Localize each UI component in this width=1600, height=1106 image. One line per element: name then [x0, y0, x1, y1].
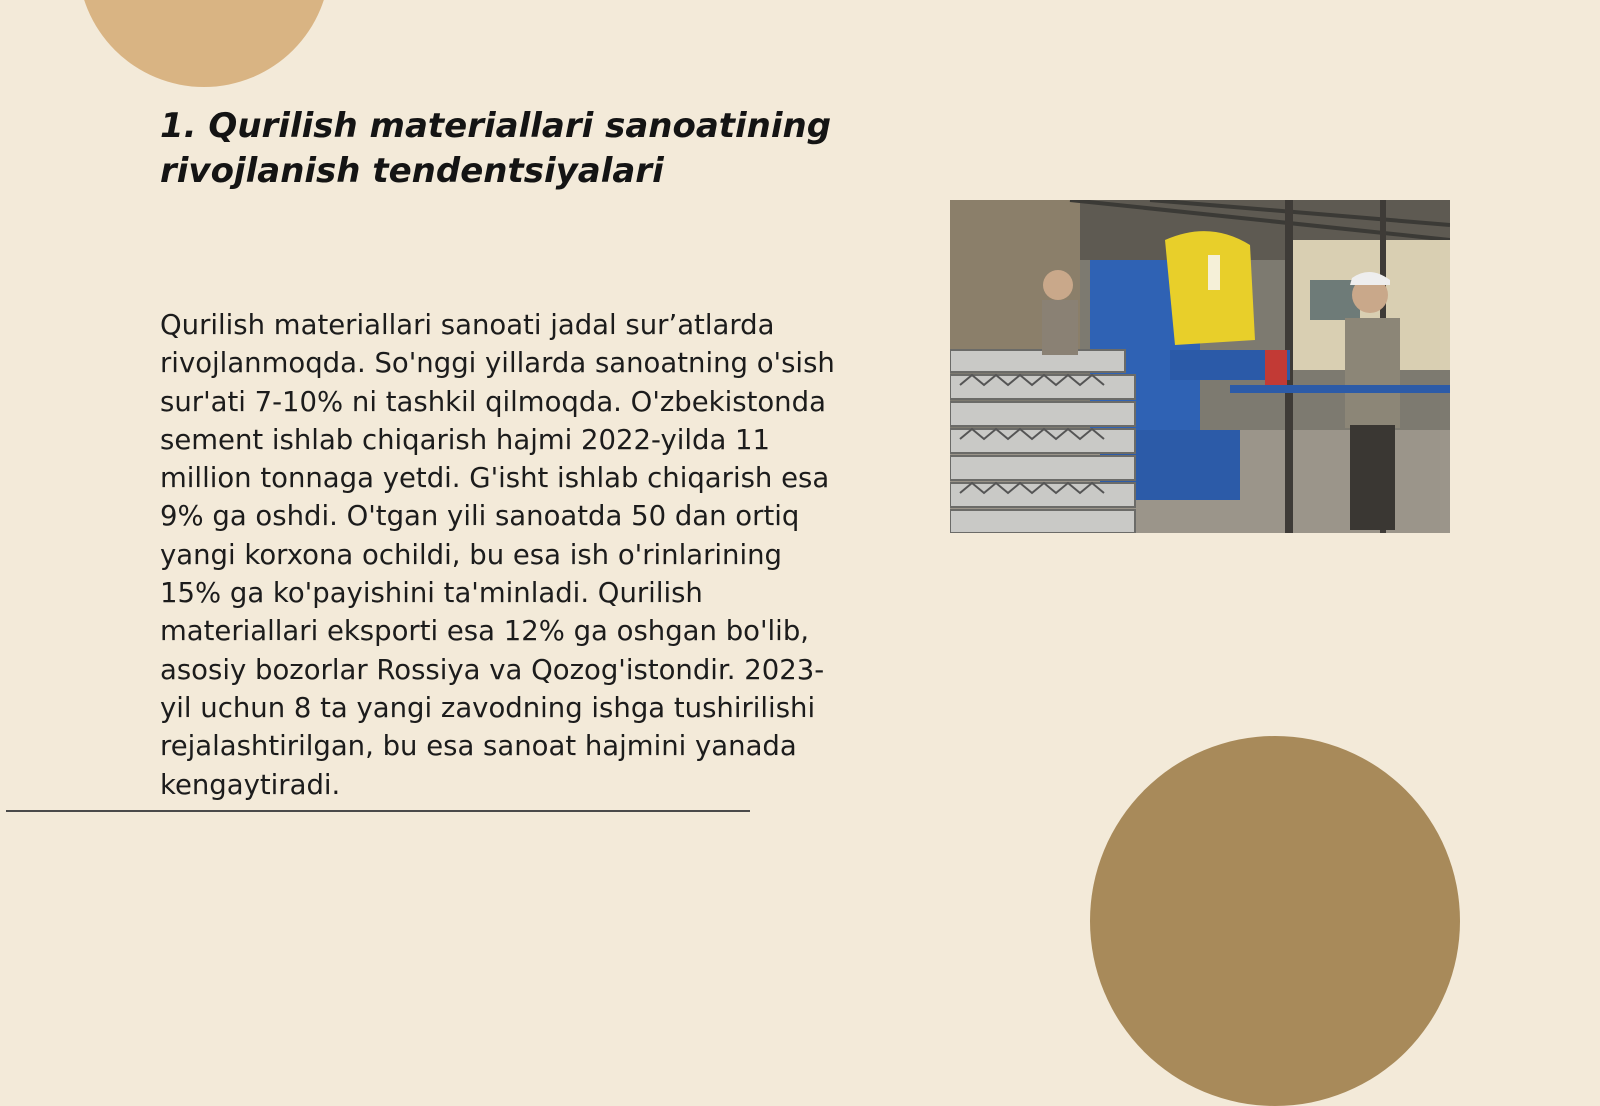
factory-photo-illustration: [950, 200, 1450, 533]
decorative-circle-bottom: [1090, 736, 1460, 1106]
decorative-circle-top: [78, 0, 330, 87]
horizontal-divider: [6, 810, 750, 812]
slide-body-text: Qurilish materiallari sanoati jadal sur’atlarda rivojlanmoqda. So'nggi yillarda sanoatning o'sish sur'ati 7-10% ni tashkil qilmoqda. O'zbekistonda sement ishlab chiqarish hajmi 2022-yilda 11 million tonnaga yetdi. G'isht ishlab chiqarish esa 9% ga oshdi. O'tgan yili sanoatda 50 dan ortiq yangi korxona ochildi, bu esa ish o'rinlarining 15% ga ko'payishini ta'minladi. Qurilish materiallari eksporti esa 12% ga oshgan bo'lib, asosiy bozorlar Rossiya va Qozog'istondir. 2023-yil uchun 8 ta yangi zavodning ishga tushirilishi rejalashtirilgan, bu esa sanoat hajmini yanada kengaytiradi.: [160, 309, 835, 801]
factory-photo: [950, 200, 1450, 533]
slide-title: 1. Qurilish materiallari sanoatining rivojlanish tendentsiyalari: [160, 106, 832, 191]
